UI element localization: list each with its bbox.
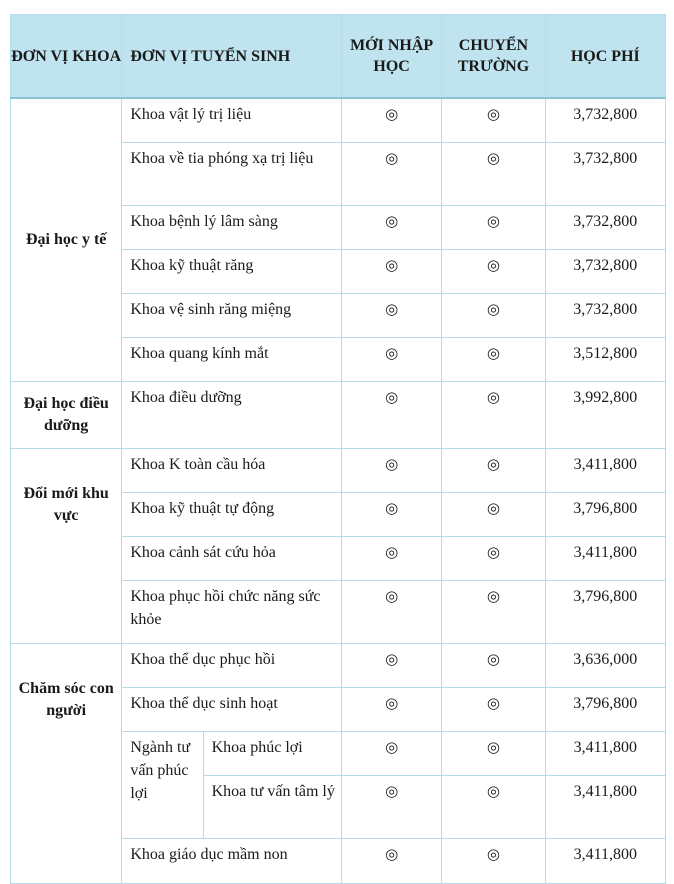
new-admission-mark: ◎ [341,688,441,732]
header-admission: ĐƠN VỊ TUYỂN SINH [122,15,342,99]
dept-name: Khoa kỹ thuật răng [122,250,342,294]
fee-value: 3,796,800 [545,493,665,537]
fee-value: 3,732,800 [545,294,665,338]
dept-name: Khoa phục hồi chức năng sức khỏe [122,581,342,644]
table-row [11,644,666,688]
dept-name: Khoa về tia phóng xạ trị liệu [122,143,342,206]
transfer-mark: ◎ [442,206,545,250]
new-admission-mark: ◎ [341,732,441,776]
fee-value: 3,411,800 [545,537,665,581]
dept-name: Khoa phúc lợi [203,732,341,776]
tuition-table [10,14,666,884]
new-admission-mark: ◎ [341,250,441,294]
new-admission-mark: ◎ [341,644,441,688]
fee-value: 3,732,800 [545,98,665,143]
transfer-mark: ◎ [442,839,545,884]
subgroup-label: Ngành tư vấn phúc lợi [122,732,203,839]
transfer-mark: ◎ [442,581,545,644]
group-label [11,644,122,884]
new-admission-mark: ◎ [341,206,441,250]
tuition-table-container [10,14,666,884]
dept-name: Khoa bệnh lý lâm sàng [122,206,342,250]
dept-name: Khoa K toàn cầu hóa [122,449,342,493]
fee-value: 3,411,800 [545,732,665,776]
fee-value: 3,992,800 [545,382,665,449]
group-label: Đại học điều dưỡng [11,382,122,449]
transfer-mark: ◎ [442,338,545,382]
dept-name: Khoa thể dục sinh hoạt [122,688,342,732]
group-label-text: Chăm sóc con người [18,680,114,719]
fee-value: 3,796,800 [545,688,665,732]
dept-name: Khoa điều dưỡng [122,382,342,449]
new-admission-mark: ◎ [341,776,441,839]
transfer-mark: ◎ [442,98,545,143]
dept-name: Khoa tư vấn tâm lý [203,776,341,839]
fee-value: 3,512,800 [545,338,665,382]
new-admission-mark: ◎ [341,338,441,382]
new-admission-mark: ◎ [341,493,441,537]
dept-name: Khoa kỹ thuật tự động [122,493,342,537]
fee-value: 3,636,000 [545,644,665,688]
table-row [11,382,666,449]
group-label [11,449,122,644]
table-row [11,449,666,493]
transfer-mark: ◎ [442,688,545,732]
header-transfer: CHUYỂN TRƯỜNG [442,15,545,99]
fee-value: 3,411,800 [545,839,665,884]
group-label: Đại học y tế [11,98,122,382]
header-row [11,15,666,99]
group-label-text: Đổi mới khu vực [23,485,109,524]
transfer-mark: ◎ [442,143,545,206]
new-admission-mark: ◎ [341,581,441,644]
transfer-mark: ◎ [442,776,545,839]
transfer-mark: ◎ [442,250,545,294]
new-admission-mark: ◎ [341,294,441,338]
new-admission-mark: ◎ [341,839,441,884]
fee-value: 3,732,800 [545,143,665,206]
transfer-mark: ◎ [442,493,545,537]
header-unit: ĐƠN VỊ KHOA [11,15,122,99]
dept-name: Khoa vật lý trị liệu [122,98,342,143]
fee-value: 3,411,800 [545,449,665,493]
header-fee: HỌC PHÍ [545,15,665,99]
dept-name: Khoa giáo dục mầm non [122,839,342,884]
transfer-mark: ◎ [442,537,545,581]
new-admission-mark: ◎ [341,98,441,143]
table-row [11,98,666,143]
transfer-mark: ◎ [442,449,545,493]
transfer-mark: ◎ [442,294,545,338]
new-admission-mark: ◎ [341,143,441,206]
transfer-mark: ◎ [442,732,545,776]
dept-name: Khoa vệ sinh răng miệng [122,294,342,338]
fee-value: 3,411,800 [545,776,665,839]
new-admission-mark: ◎ [341,449,441,493]
dept-name: Khoa cảnh sát cứu hỏa [122,537,342,581]
fee-value: 3,732,800 [545,206,665,250]
header-new: MỚI NHẬP HỌC [341,15,441,99]
new-admission-mark: ◎ [341,537,441,581]
fee-value: 3,796,800 [545,581,665,644]
dept-name: Khoa thể dục phục hồi [122,644,342,688]
transfer-mark: ◎ [442,644,545,688]
new-admission-mark: ◎ [341,382,441,449]
dept-name: Khoa quang kính mắt [122,338,342,382]
transfer-mark: ◎ [442,382,545,449]
fee-value: 3,732,800 [545,250,665,294]
